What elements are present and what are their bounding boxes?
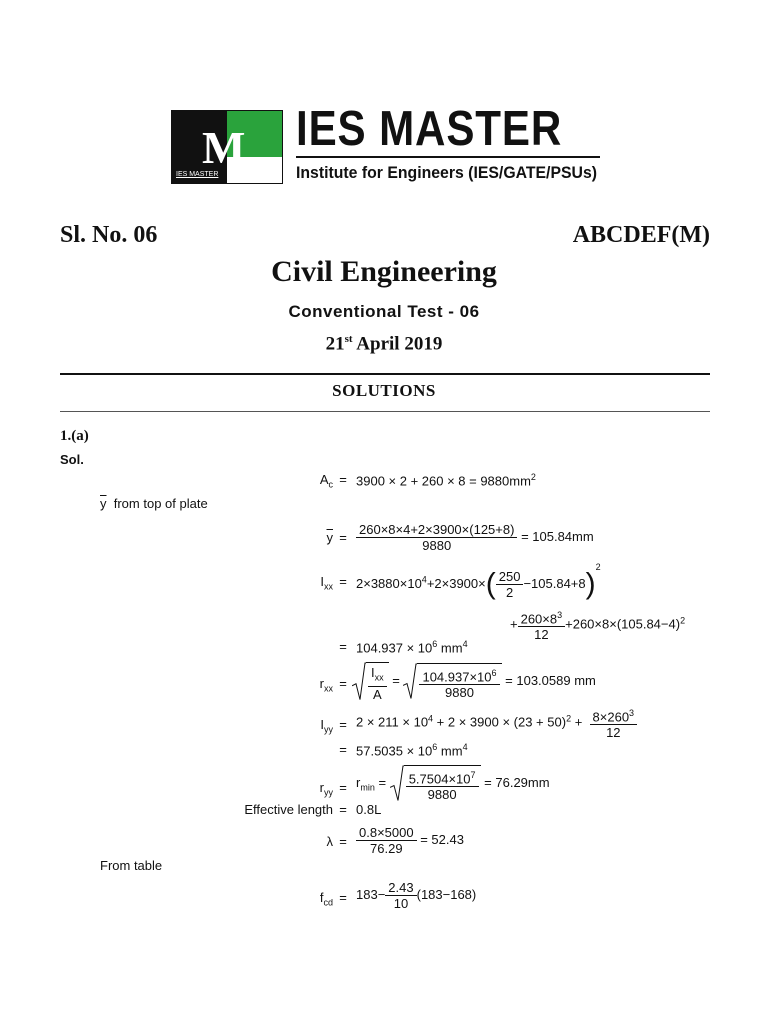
ac-rhs: $3900 \times 2 + 260 \times 8 = 9880mm^2$ xyxy=(356,472,536,489)
ixx-rhs: $2\times 3880\times 10^4+2\times 3900\times$( $\frac{250}{2}$ −105.84+8)$^2$ xyxy=(356,562,601,601)
fcd-eq: = xyxy=(339,890,347,905)
ybar-rhs: $\frac{260\times 8\times 4+2\times 3900\times(125+8)}{9880}$ = 105.84mm xyxy=(356,522,594,553)
fcd-lhs: $f_{cd}$ xyxy=(319,890,333,908)
rxx-eq: = xyxy=(339,676,347,691)
date-suffix: st xyxy=(344,333,353,345)
ybar-fraction: $\frac{260\times 8\times 4+2\times 3900\times(125+8)}{9880}$ xyxy=(356,522,517,553)
iyy-value: $57.5035 \times 10^6$ $mm^4$ xyxy=(356,742,468,759)
rxx-sqrt-1: $\frac{I_{xx}}{A}$ xyxy=(352,662,389,702)
iyy-eq: = xyxy=(339,717,347,732)
ryy-lhs: $r_{yy}$ xyxy=(319,780,333,798)
ixx-val-eq: = xyxy=(339,639,347,654)
ixx-value: $104.937 \times 10^6$ $mm^4$ xyxy=(356,639,468,656)
logo-letter: M xyxy=(202,122,244,173)
serial-number: Sl. No. 06 xyxy=(60,222,158,248)
rxx-rhs: $\frac{I_{xx}}{A}$ = $\frac{104.937\times 10^6}{9880}$ = 103.0589 mm xyxy=(352,662,596,702)
header-rule xyxy=(60,373,710,375)
ac-eq: = xyxy=(339,472,347,487)
lambda-rhs: $\frac{0.8\times 5000}{76.29}$ = 52.43 xyxy=(356,825,464,856)
fcd-fraction: $\frac{2.43}{10}$ xyxy=(385,880,416,911)
eff-length-rhs: 0.8L xyxy=(356,802,382,817)
fcd-rhs: 183− $\frac{2.43}{10}$ (183−168) xyxy=(356,880,477,911)
rxx-sqrt-2: $\frac{104.937\times 10^6}{9880}$ xyxy=(403,663,501,700)
date-rest: April 2019 xyxy=(352,333,443,355)
brand-tagline: Institute for Engineers (IES/GATE/PSUs) xyxy=(296,163,598,182)
section-rule xyxy=(60,411,710,412)
eff-length-lhs: Effective length xyxy=(244,802,333,817)
paper-code: ABCDEF(M) xyxy=(572,222,710,248)
ac-lhs: $A_c$ xyxy=(319,472,333,490)
logo-small-text: IES MASTER xyxy=(176,171,219,178)
brand-divider xyxy=(296,156,600,158)
ryy-eq: = xyxy=(339,780,347,795)
rxx-lhs: $r_{xx}$ xyxy=(319,676,333,694)
eff-eq: = xyxy=(339,802,347,817)
page-title: Civil Engineering xyxy=(271,255,497,288)
ryy-sqrt: $\frac{5.7504\times 10^7}{9880}$ xyxy=(390,765,481,802)
lambda-eq: = xyxy=(339,834,347,849)
iyy-fraction: $\frac{8\times 260^3}{12}$ xyxy=(590,706,638,740)
question-number: 1.(a) xyxy=(60,428,89,444)
test-date xyxy=(0,333,768,355)
date-day: 21 xyxy=(325,333,345,355)
ixx-continuation: + $\frac{260\times 8^3}{12}$ $+260\times 8\times(105.84-4)^2$ xyxy=(510,610,686,643)
rxx-eq-2: = xyxy=(392,673,400,689)
brand-name: IES MASTER xyxy=(296,102,563,156)
ybar-eq: = xyxy=(339,530,347,545)
iyy-val-eq: = xyxy=(339,742,347,757)
ixx2-fraction: $\frac{260\times 8^3}{12}$ xyxy=(518,608,566,642)
iyy-rhs: $2 \times 211 \times 10^4 + 2 \times 3900 \times (23 + 50)^2$ + $\frac{8\times 260^3}{12}$ xyxy=(356,706,637,740)
ixx-lhs: $I_{xx}$ xyxy=(320,574,333,592)
solution-label: Sol. xyxy=(60,452,84,467)
ybar-note: $\overline{y}$ from top of plate xyxy=(100,496,208,511)
test-subtitle: Conventional Test - 06 xyxy=(288,302,480,321)
lambda-lhs: λ xyxy=(326,834,333,849)
lambda-fraction: $\frac{0.8\times 5000}{76.29}$ xyxy=(356,825,417,856)
ixx-inner-fraction: $\frac{250}{2}$ xyxy=(496,569,524,600)
logo xyxy=(171,110,283,184)
iyy-lhs: $I_{yy}$ xyxy=(320,717,333,735)
ixx-eq: = xyxy=(339,574,347,589)
ybar-lhs: $\overline{y}$ xyxy=(326,530,333,545)
section-heading: SOLUTIONS xyxy=(332,381,436,400)
table-note: From table xyxy=(100,858,163,873)
ryy-rhs: $r_{min}$ = $\frac{5.7504\times 10^7}{9880}$ = 76.29mm xyxy=(356,765,550,802)
